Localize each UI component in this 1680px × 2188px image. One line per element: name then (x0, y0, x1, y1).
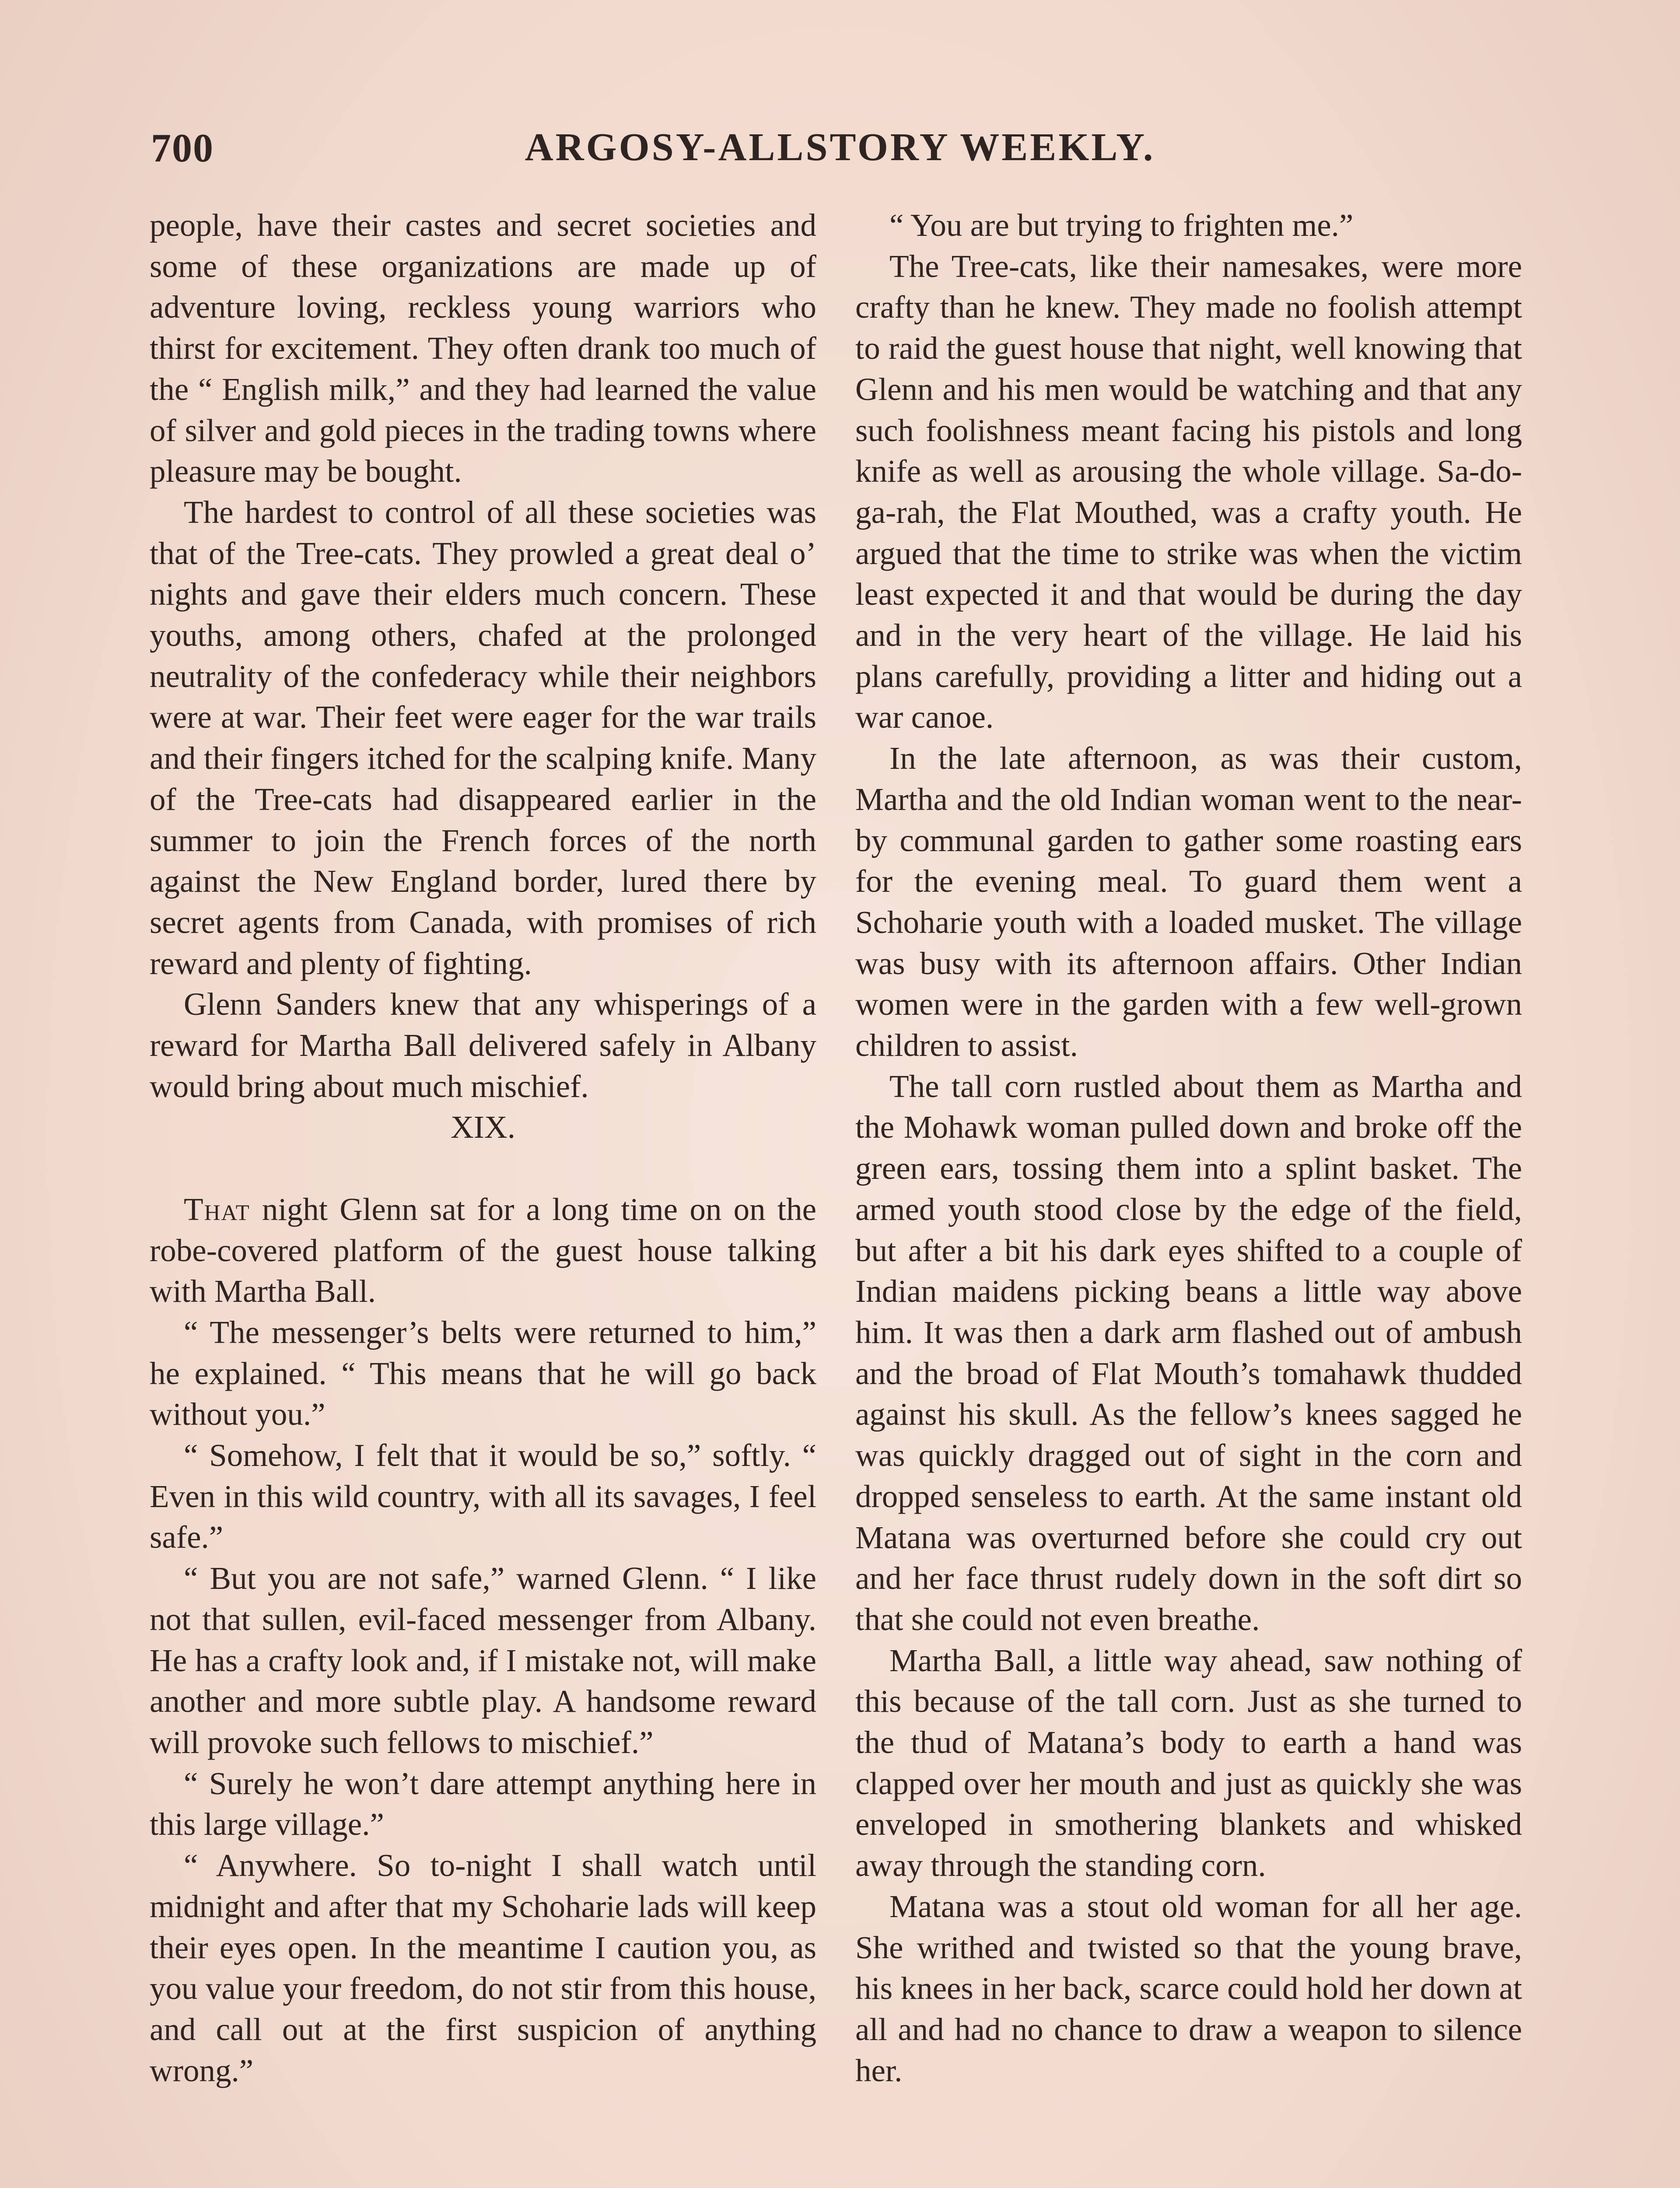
paragraph: In the late afternoon, as was their custom, Martha and the old Indian woman went to the near-by communal garden to gather some roasting ears for the evening meal. To guard them went a Schoharie youth with a loaded musket. The village was busy with its afternoon affairs. Other Indian women were in the garden with a few well-grown children to assist. (855, 740, 1522, 1063)
right-text-column (855, 205, 1522, 2091)
paragraph: “ Surely he won’t dare attempt anything here in this large village.” (150, 1765, 816, 1842)
paragraph: The Tree-cats, like their namesakes, were more crafty than he knew. They made no foolish attempt to raid the guest house that night, well knowing that Glenn and his men would be watching and that any such foolishness meant facing his pistols and long knife as well as arousing the whole village. Sa-do-ga-rah, the Flat Mouthed, was a crafty youth. He argued that the time to strike was when the victim least expected it and that would be during the day and in the very heart of the village. He laid his plans carefully, providing a litter and hiding out a war canoe. (855, 248, 1522, 735)
paragraph: people, have their castes and secret societies and some of these organizations are made up of adventure loving, reckless young warriors who thirst for excitement. They often drank too much of the “ English milk,” and they had learned the value of silver and gold pieces in the trading towns where pleasure may be bought. (150, 207, 816, 489)
paragraph-text: night Glenn sat for a long time on on the robe-covered platform of the guest house talking with Martha Ball. (150, 1191, 816, 1309)
page-header (151, 125, 1529, 182)
chapter-heading: XIX. (451, 1109, 515, 1145)
paragraph: Matana was a stout old woman for all her age. She writhed and twisted so that the young brave, his knees in her back, scarce could hold her down at all and had no chance to draw a weapon to silence her. (855, 1888, 1522, 2088)
page-number: 700 (151, 126, 214, 170)
left-text-column (150, 205, 816, 2091)
paragraph: Glenn Sanders knew that any whisperings of a reward for Martha Ball delivered safely in Albany would bring about much mischief. (150, 986, 816, 1104)
paragraph: “ Somehow, I felt that it would be so,” softly. “ Even in this wild country, with all its savages, I feel safe.” (150, 1438, 816, 1555)
paragraph: “ Anywhere. So to-night I shall watch until midnight and after that my Schoharie lads will keep their eyes open. In the meantime I caution you, as you value your freedom, do not stir from this house, and call out at the first suspicion of anything wrong.” (150, 1848, 816, 2088)
chapter-lead-word: That (184, 1191, 250, 1227)
magazine-title: ARGOSY-ALLSTORY WEEKLY. (525, 126, 1155, 169)
paragraph: The tall corn rustled about them as Martha and the Mohawk woman pulled down and broke off the green ears, tossing them into a splint basket. The armed youth stood close by the edge of the field, but after a bit his dark eyes shifted to a couple of Indian maidens picking beans a little way above him. It was then a dark arm flashed out of ambush and the broad of Flat Mouth’s tomahawk thudded against his skull. As the fellow’s knees sagged he was quickly dragged out of sight in the corn and dropped senseless to earth. At the same instant old Matana was overturned before she could cry out and her face thrust rudely down in the soft dirt so that she could not even breathe. (855, 1068, 1522, 1637)
paragraph: “ But you are not safe,” warned Glenn. “ I like not that sullen, evil-faced messenger from Albany. He has a crafty look and, if I mistake not, will make another and more subtle play. A handsome reward will provoke such fellows to mischief.” (150, 1560, 816, 1760)
paragraph: “ You are but trying to frighten me.” (889, 207, 1354, 243)
paragraph: “ The messenger’s belts were returned to him,” he explained. “ This means that he will go back without you.” (150, 1314, 816, 1432)
paragraph (150, 1189, 816, 1312)
paragraph: The hardest to control of all these societies was that of the Tree-cats. They prowled a great deal o’ nights and gave their elders much concern. These youths, among others, chafed at the prolonged neutrality of the confederacy while their neighbors were at war. Their feet were eager for the war trails and their fingers itched for the scalping knife. Many of the Tree-cats had disappeared earlier in the summer to join the French forces of the north against the New England border, lured there by secret agents from Canada, with promises of rich reward and plenty of fighting. (150, 494, 816, 981)
paragraph: Martha Ball, a little way ahead, saw nothing of this because of the tall corn. Just as she turned to the thud of Matana’s body to earth a hand was clapped over her mouth and just as quickly she was enveloped in smothering blankets and whisked away through the standing corn. (855, 1642, 1522, 1883)
